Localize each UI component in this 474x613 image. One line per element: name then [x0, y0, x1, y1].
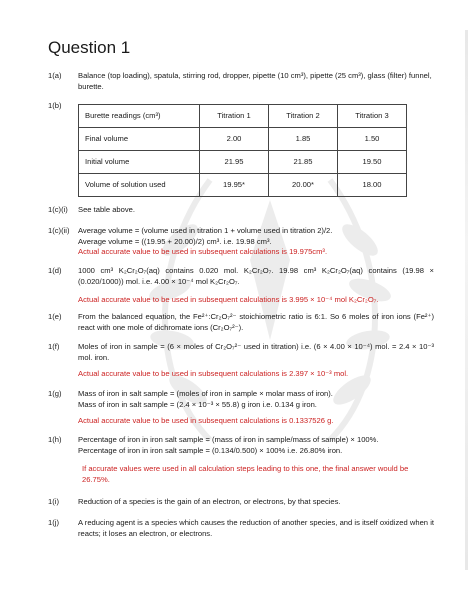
item-number: 1(c)(i) — [48, 205, 68, 214]
table-cell: 21.95 — [200, 151, 269, 174]
accurate-value-note: Actual accurate value to be used in subsequent calculations is 19.975cm³. — [78, 247, 328, 257]
item-text-line: Percentage of iron in iron salt sample = (mass of iron in sample/mass of sample) × 100%. — [78, 435, 379, 444]
item-body — [78, 226, 434, 258]
table-header: Titration 3 — [338, 105, 407, 128]
table-cell: 1.50 — [338, 128, 407, 151]
table-cell: 19.50 — [338, 151, 407, 174]
item-text-line: Average volume = ((19.95 + 20.00)/2) cm³. i.e. 19.98 cm³. — [78, 236, 272, 246]
item-number: 1(f) — [48, 342, 60, 351]
item-body — [78, 389, 434, 427]
item-body — [78, 266, 434, 306]
table-cell: 20.00* — [269, 174, 338, 197]
burette-readings-table — [78, 104, 407, 197]
item-text: From the balanced equation, the Fe²⁺:Cr₂O₇²⁻ stoichiometric ratio is 6:1. So 6 moles of iron ions (Fe²⁺) react with one mole of dichromate ions (Cr₂O₇²⁻). — [78, 312, 434, 332]
item-number: 1(d) — [48, 266, 62, 275]
page-title: Question 1 — [48, 38, 131, 57]
table-row — [79, 128, 407, 151]
item-text-line: Percentage of iron in iron salt sample = (0.134/0.500) × 100% i.e. 26.80% iron. — [78, 445, 343, 455]
item-number: 1(g) — [48, 389, 62, 398]
table-header-row — [79, 105, 407, 128]
accurate-value-note: Actual accurate value to be used in subsequent calculations is 0.1337526 g. — [78, 416, 334, 426]
table-row — [79, 174, 407, 197]
item-number: 1(h) — [48, 435, 62, 444]
item-body — [78, 342, 434, 380]
item-number: 1(a) — [48, 71, 62, 80]
item-text: See table above. — [78, 205, 135, 214]
table-cell: 19.95* — [200, 174, 269, 197]
table-cell: 2.00 — [200, 128, 269, 151]
accurate-value-note: Actual accurate value to be used in subsequent calculations is 2.397 × 10⁻³ mol. — [78, 369, 349, 379]
item-number: 1(b) — [48, 101, 62, 110]
table-cell: 1.85 — [269, 128, 338, 151]
table-header: Titration 2 — [269, 105, 338, 128]
table-row — [79, 151, 407, 174]
item-text: Balance (top loading), spatula, stirring rod, dropper, pipette (10 cm³), pipette (25 cm³), glass (filter) funnel, burette. — [78, 71, 432, 91]
accurate-value-note: Actual accurate value to be used in subsequent calculations is 3.995 × 10⁻⁴ mol K₂Cr₂O₇. — [78, 295, 379, 305]
table-cell: Initial volume — [79, 151, 200, 174]
table-cell: 18.00 — [338, 174, 407, 197]
item-number: 1(c)(ii) — [48, 226, 70, 235]
item-number: 1(e) — [48, 312, 62, 321]
margin-strip — [465, 30, 468, 570]
item-text: A reducing agent is a species which causes the reduction of another species, and is itself oxidized when it reacts; it loses an electron, or electrons. — [78, 518, 434, 538]
item-text-line: Mass of iron in salt sample = (2.4 × 10⁻³ × 55.8) g iron i.e. 0.134 g iron. — [78, 399, 317, 409]
item-text-line: Mass of iron in salt sample = (moles of iron in sample × molar mass of iron). — [78, 389, 333, 398]
table-cell: 21.85 — [269, 151, 338, 174]
item-number: 1(i) — [48, 497, 59, 506]
item-text: 1000 cm³ K₂Cr₂O₇(aq) contains 0.020 mol. K₂Cr₂O₇. 19.98 cm³ K₂Cr₂O₇(aq) contains (19.98 × (0.020/1000)) mol. i.e. 4.00 × 10⁻⁴ mol K₂Cr₂O₇. — [78, 266, 434, 286]
table-header: Titration 1 — [200, 105, 269, 128]
item-text: Moles of iron in sample = (6 × moles of Cr₂O₇²⁻ used in titration) i.e. (6 × 4.00 × 10⁻⁴) mol. = 2.4 × 10⁻³ mol. iron. — [78, 342, 434, 362]
table-cell: Final volume — [79, 128, 200, 151]
table-header: Burette readings (cm³) — [79, 105, 200, 128]
final-answer-note: If accurate values were used in all calculation steps leading to this one, the final answer would be 26.75%. — [82, 464, 409, 484]
item-text: Reduction of a species is the gain of an electron, or electrons, by that species. — [78, 497, 341, 506]
item-text-line: Average volume = (volume used in titration 1 + volume used in titration 2)/2. — [78, 226, 333, 235]
item-body — [78, 435, 434, 485]
table-cell: Volume of solution used — [79, 174, 200, 197]
item-number: 1(j) — [48, 518, 59, 527]
